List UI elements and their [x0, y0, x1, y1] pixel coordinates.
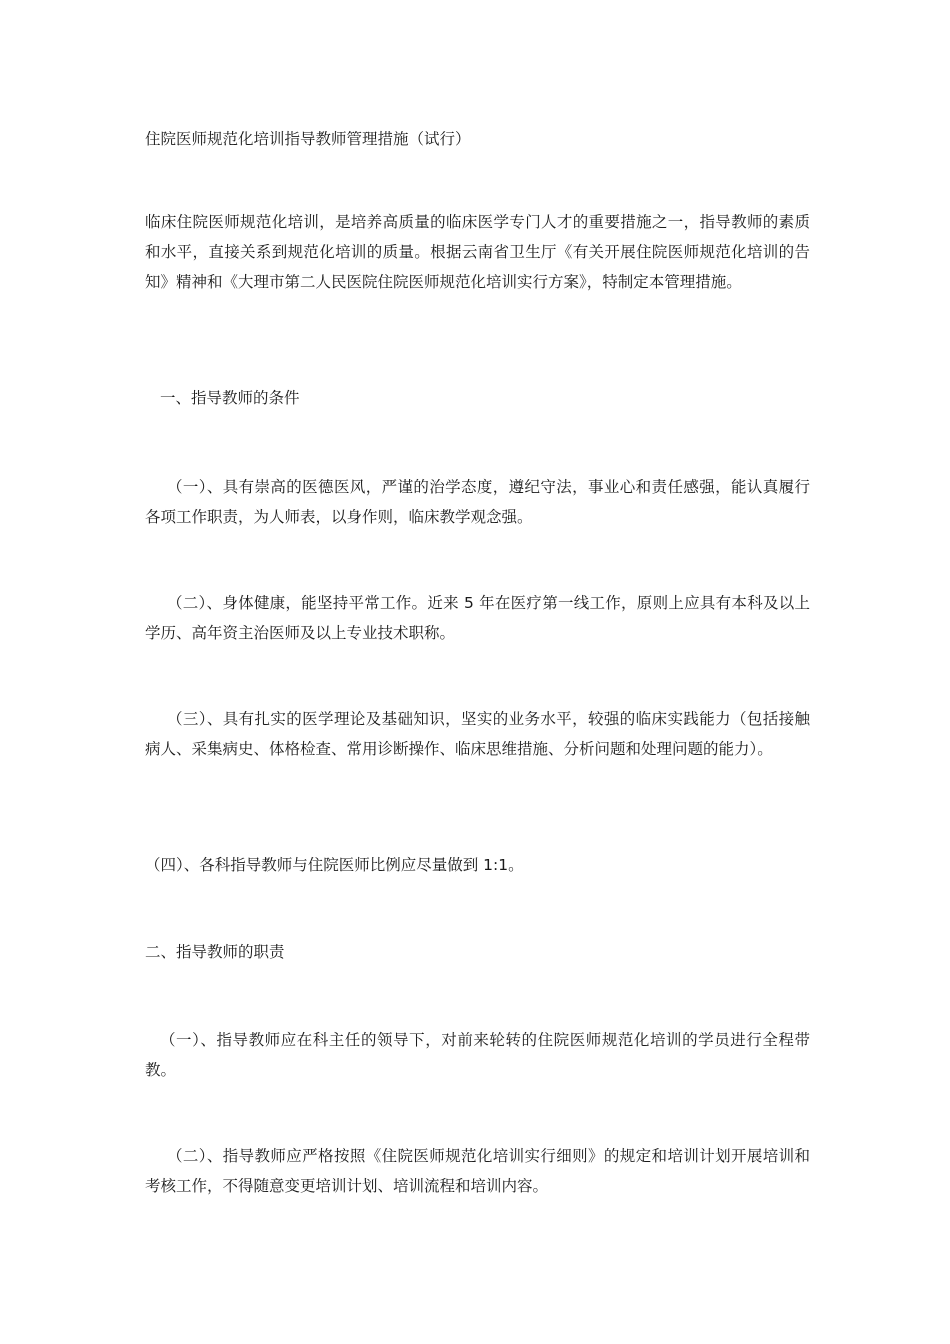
section-2-item-2: （二）、指导教师应严格按照《住院医师规范化培训实行细则》的规定和培训计划开展培训和考核工作，不得随意变更培训计划、培训流程和培训内容。 [145, 1147, 810, 1195]
section-1-heading: 一、指导教师的条件 [160, 389, 300, 407]
document-title: 住院医师规范化培训指导教师管理措施（试行） [145, 130, 471, 148]
section-1-item-2: （二）、身体健康，能坚持平常工作。近来 5 年在医疗第一线工作，原则上应具有本科及以上学历、高年资主治医师及以上专业技术职称。 [145, 594, 810, 642]
section-1-item-1: （一）、具有崇高的医德医风，严谨的治学态度，遵纪守法，事业心和责任感强，能认真履行各项工作职责，为人师表，以身作则，临床教学观念强。 [145, 478, 810, 526]
section-1-item-4: （四）、各科指导教师与住院医师比例应尽量做到 1:1。 [145, 856, 524, 874]
section-2-item-1: （一）、指导教师应在科主任的领导下，对前来轮转的住院医师规范化培训的学员进行全程带教。 [145, 1031, 810, 1079]
section-2-heading: 二、指导教师的职责 [145, 943, 285, 961]
section-1-item-3: （三）、具有扎实的医学理论及基础知识，坚实的业务水平，较强的临床实践能力（包括接触病人、采集病史、体格检查、常用诊断操作、临床思维措施、分析问题和处理问题的能力）。 [145, 710, 810, 758]
intro-paragraph: 临床住院医师规范化培训，是培养高质量的临床医学专门人才的重要措施之一，指导教师的素质和水平，直接关系到规范化培训的质量。根据云南省卫生厅《有关开展住院医师规范化培训的告知》精神和《大理市第二人民医院住院医师规范化培训实行方案》，特制定本管理措施。 [145, 213, 810, 291]
